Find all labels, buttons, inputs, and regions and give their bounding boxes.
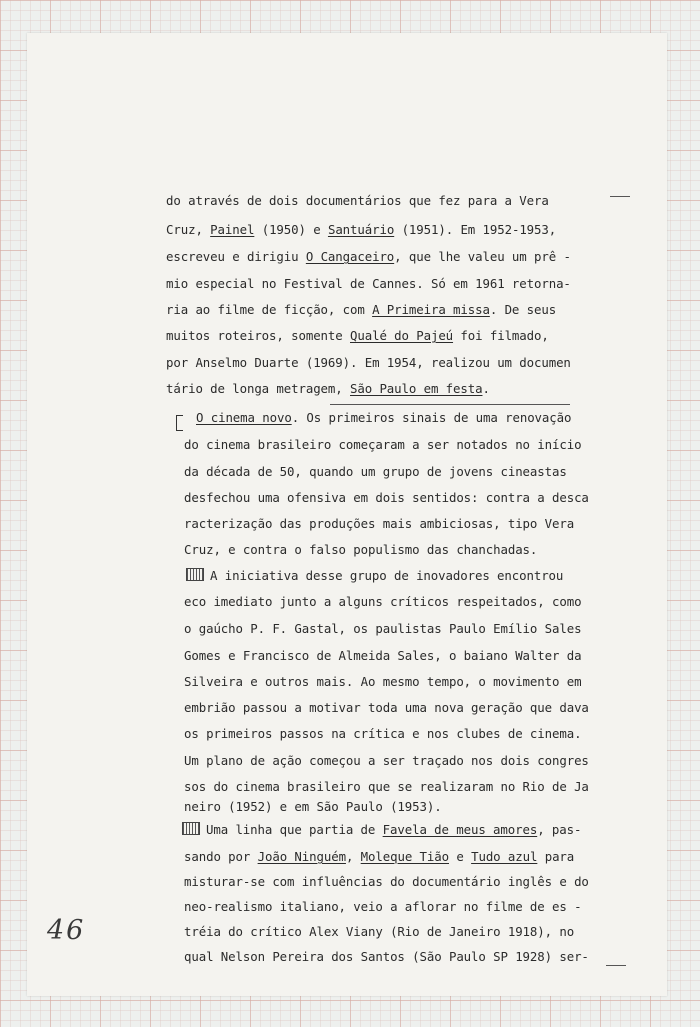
text-segment: sos do cinema brasileiro que se realizaram no Rio de Ja (184, 779, 589, 794)
text-line (184, 617, 581, 641)
paragraph-mark-icon (186, 568, 204, 581)
text-line (166, 189, 549, 213)
underlined-title: A Primeira missa (372, 302, 490, 317)
text-segment: Gomes e Francisco de Almeida Sales, o baiano Walter da (184, 648, 582, 663)
section-divider-line (330, 404, 570, 405)
text-line (184, 749, 589, 773)
underlined-title: O Cangaceiro (305, 249, 395, 264)
text-line (184, 512, 574, 536)
paragraph-bracket-mark (176, 415, 183, 431)
text-segment: neiro (1952) e em São Paulo (1953). (184, 799, 442, 814)
text-segment: e (449, 849, 472, 864)
text-line (184, 644, 581, 668)
text-segment: Uma linha que partia de (206, 822, 383, 837)
underlined-title: Favela de meus amores (382, 822, 538, 837)
text-segment: misturar-se com influências do documentário inglês e do (184, 874, 589, 889)
text-segment: Cruz, e contra o falso populismo das chanchadas. (184, 542, 538, 557)
page-number: 46 (47, 915, 86, 946)
underlined-title: Qualé do Pajeú (350, 328, 454, 343)
text-line (184, 486, 589, 510)
text-line (166, 218, 556, 242)
text-segment: . Os primeiros sinais de uma renovação (291, 410, 572, 425)
text-line (196, 406, 571, 430)
text-segment: . (482, 381, 490, 396)
text-line (184, 945, 589, 969)
text-segment: foi filmado, (453, 328, 549, 343)
text-segment: , (345, 849, 361, 864)
text-segment: desfechou uma ofensiva em dois sentidos: contra a desca (184, 490, 589, 505)
text-line (184, 538, 537, 562)
text-line (184, 870, 589, 894)
text-segment: eco imediato junto a alguns críticos respeitados, como (184, 594, 582, 609)
text-line (166, 377, 490, 401)
text-line (184, 795, 442, 819)
text-segment: Um plano de ação começou a ser traçado nos dois congres (184, 753, 589, 768)
text-segment: neo-realismo italiano, veio a aflorar no filme de es - (184, 899, 582, 914)
text-segment: tário de longa metragem, (166, 381, 350, 396)
text-line (184, 433, 581, 457)
text-line (184, 460, 567, 484)
text-segment: do cinema brasileiro começaram a ser notados no início (184, 437, 582, 452)
text-segment: (1951). Em 1952-1953, (394, 222, 557, 237)
text-segment: Silveira e outros mais. Ao mesmo tempo, o movimento em (184, 674, 582, 689)
text-segment: , pas- (537, 822, 582, 837)
text-segment: do através de dois documentários que fez para a Vera (166, 193, 549, 208)
text-segment: sando por (184, 849, 258, 864)
paragraph-mark-icon (182, 822, 200, 835)
underlined-title: O cinema novo (196, 410, 292, 425)
text-segment: qual Nelson Pereira dos Santos (São Paulo SP 1928) ser- (184, 949, 589, 964)
text-segment: Cruz, (166, 222, 211, 237)
text-line (166, 272, 571, 296)
text-segment: , que lhe valeu um prê - (394, 249, 571, 264)
text-segment: para (537, 849, 575, 864)
margin-dash-top (610, 196, 630, 197)
text-segment: ria ao filme de ficção, com (166, 302, 373, 317)
text-line (186, 564, 563, 588)
text-segment: escreveu e dirigiu (166, 249, 306, 264)
text-segment: A iniciativa desse grupo de inovadores encontrou (210, 568, 564, 583)
text-segment: muitos roteiros, somente (166, 328, 350, 343)
margin-dash-bottom (606, 965, 626, 966)
text-segment: (1950) e (254, 222, 328, 237)
text-line (184, 670, 581, 694)
text-line (184, 845, 574, 869)
underlined-title: Moleque Tião (360, 849, 449, 864)
text-segment: racterização das produções mais ambiciosas, tipo Vera (184, 516, 575, 531)
text-line (166, 351, 571, 375)
text-line (166, 298, 556, 322)
text-line (184, 696, 589, 720)
text-segment: tréia do crítico Alex Viany (Rio de Janeiro 1918), no (184, 924, 575, 939)
text-line (184, 895, 581, 919)
text-segment: o gaúcho P. F. Gastal, os paulistas Paulo Emílio Sales (184, 621, 582, 636)
text-line (166, 324, 549, 348)
underlined-title: João Ninguém (257, 849, 346, 864)
text-line (184, 920, 574, 944)
text-segment: os primeiros passos na crítica e nos clubes de cinema. (184, 726, 582, 741)
underlined-title: Santuário (327, 222, 395, 237)
text-line (182, 818, 581, 842)
text-segment: embrião passou a motivar toda uma nova geração que dava (184, 700, 589, 715)
text-segment: por Anselmo Duarte (1969). Em 1954, realizou um documen (166, 355, 571, 370)
text-segment: da década de 50, quando um grupo de jovens cineastas (184, 464, 567, 479)
text-segment: . De seus (489, 302, 557, 317)
text-line (184, 590, 581, 614)
underlined-title: Painel (210, 222, 255, 237)
underlined-title: Tudo azul (471, 849, 538, 864)
text-segment: mio especial no Festival de Cannes. Só em 1961 retorna- (166, 276, 571, 291)
text-line (166, 245, 571, 269)
text-line (184, 722, 581, 746)
underlined-title: São Paulo em festa (350, 381, 483, 396)
